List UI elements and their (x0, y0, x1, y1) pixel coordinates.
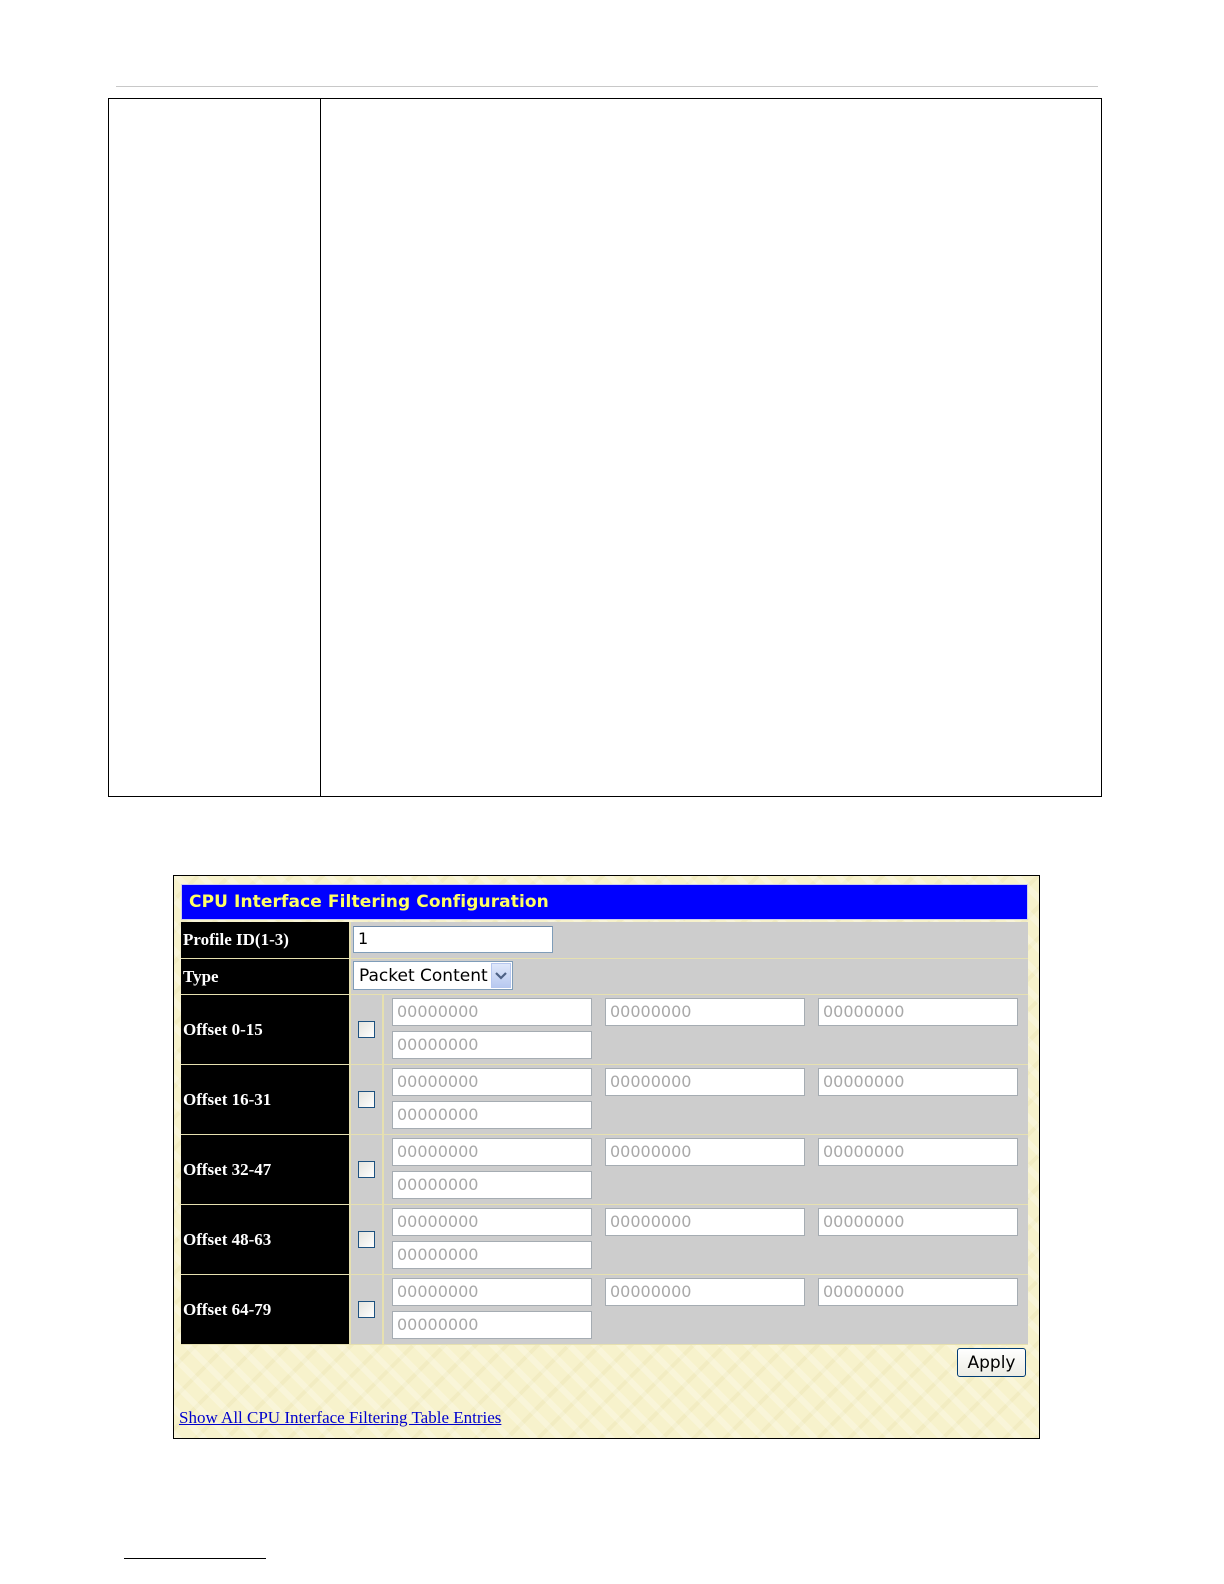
type-value-cell (349, 959, 1028, 995)
offset-value-cell (349, 1205, 1028, 1275)
offset-checkbox[interactable] (358, 1231, 375, 1248)
offset-hex-input[interactable]: 00000000 (392, 1138, 592, 1166)
profile-id-label: Profile ID(1-3) (181, 922, 349, 959)
offset-hex-input[interactable]: 00000000 (605, 1278, 805, 1306)
offset-checkbox[interactable] (358, 1091, 375, 1108)
offset-label: Offset 64-79 (181, 1275, 349, 1345)
offset-hex-input[interactable]: 00000000 (392, 1031, 592, 1059)
offset-hex-input[interactable]: 00000000 (818, 1278, 1018, 1306)
offset-label: Offset 0-15 (181, 995, 349, 1065)
offset-hex-input[interactable]: 00000000 (818, 1138, 1018, 1166)
document-table (108, 98, 1102, 797)
page-header-rule (116, 86, 1098, 87)
profile-id-value-cell (349, 922, 1028, 959)
offset-label: Offset 16-31 (181, 1065, 349, 1135)
apply-button[interactable]: Apply (957, 1348, 1026, 1377)
panel-title: CPU Interface Filtering Configuration (189, 892, 549, 912)
offset-hex-input[interactable]: 00000000 (818, 1068, 1018, 1096)
type-selected-value: Packet Content (359, 965, 488, 986)
cpu-interface-filtering-panel (173, 875, 1040, 1439)
panel-title-bar (181, 884, 1028, 920)
offset-row (181, 995, 1028, 1065)
offset-hex-input[interactable]: 00000000 (392, 1171, 592, 1199)
offset-hex-input[interactable]: 00000000 (392, 1278, 592, 1306)
checkbox-separator (382, 1065, 384, 1134)
offset-hex-input[interactable]: 00000000 (392, 998, 592, 1026)
offset-hex-input[interactable]: 00000000 (392, 1101, 592, 1129)
offset-value-cell (349, 995, 1028, 1065)
offset-hex-input[interactable]: 00000000 (605, 1068, 805, 1096)
checkbox-separator (382, 1205, 384, 1274)
offset-hex-input[interactable]: 00000000 (392, 1208, 592, 1236)
offset-value-cell (349, 1065, 1028, 1135)
type-select[interactable] (353, 961, 513, 990)
offset-hex-input[interactable]: 00000000 (818, 998, 1018, 1026)
checkbox-separator (382, 1135, 384, 1204)
offset-checkbox[interactable] (358, 1161, 375, 1178)
offset-row (181, 1135, 1028, 1205)
type-label: Type (181, 959, 349, 995)
show-all-entries-link[interactable]: Show All CPU Interface Filtering Table Entries (179, 1408, 502, 1427)
checkbox-separator (382, 1275, 384, 1344)
offset-hex-input[interactable]: 00000000 (392, 1241, 592, 1269)
offset-hex-input[interactable]: 00000000 (605, 1208, 805, 1236)
profile-id-input[interactable]: 1 (353, 926, 553, 953)
offset-value-cell (349, 1275, 1028, 1345)
table-column-divider (320, 99, 321, 796)
offset-label: Offset 32-47 (181, 1135, 349, 1205)
profile-id-row (181, 922, 1028, 959)
offset-row (181, 1065, 1028, 1135)
page-footer-rule (124, 1558, 266, 1559)
offset-hex-input[interactable]: 00000000 (392, 1068, 592, 1096)
offset-hex-input[interactable]: 00000000 (605, 1138, 805, 1166)
offset-row (181, 1205, 1028, 1275)
offset-hex-input[interactable]: 00000000 (818, 1208, 1018, 1236)
offset-checkbox[interactable] (358, 1301, 375, 1318)
offset-hex-input[interactable]: 00000000 (605, 998, 805, 1026)
offset-label: Offset 48-63 (181, 1205, 349, 1275)
type-row (181, 959, 1028, 995)
offset-value-cell (349, 1135, 1028, 1205)
offset-checkbox[interactable] (358, 1021, 375, 1038)
offset-hex-input[interactable]: 00000000 (392, 1311, 592, 1339)
chevron-down-icon[interactable] (491, 963, 511, 988)
checkbox-separator (382, 995, 384, 1064)
offset-row (181, 1275, 1028, 1345)
